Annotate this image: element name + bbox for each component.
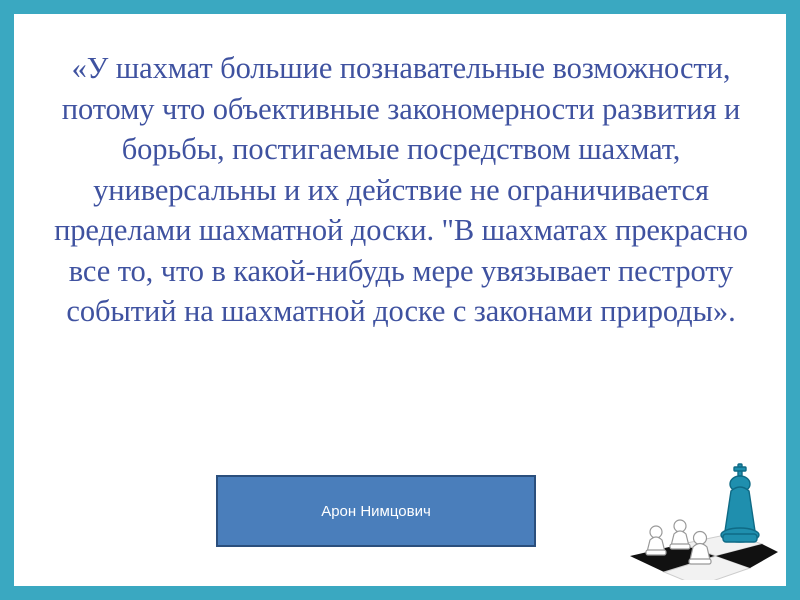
chess-pawn-white-1 xyxy=(646,526,666,555)
quote-text: «У шахмат большие познавательные возможности, потому что объективные закономерности развития и борьбы, постигаемые посредством шахмат, универсальны и их действие не ограничивается пределами шахматной доски. "В шахматах прекрасно все то, что в какой-нибудь мере увязывает пестроту событий на шахматной доске с законами природы». xyxy=(54,51,748,329)
chess-pawn-white-2 xyxy=(670,520,690,549)
author-box xyxy=(216,475,536,547)
chess-pieces-illustration xyxy=(620,460,780,580)
slide-content xyxy=(20,20,780,580)
chess-king-teal xyxy=(721,464,759,542)
author-name: Арон Нимцович xyxy=(321,502,431,520)
chess-pawn-white-3 xyxy=(689,532,711,565)
chess-pieces-icon xyxy=(620,460,780,580)
